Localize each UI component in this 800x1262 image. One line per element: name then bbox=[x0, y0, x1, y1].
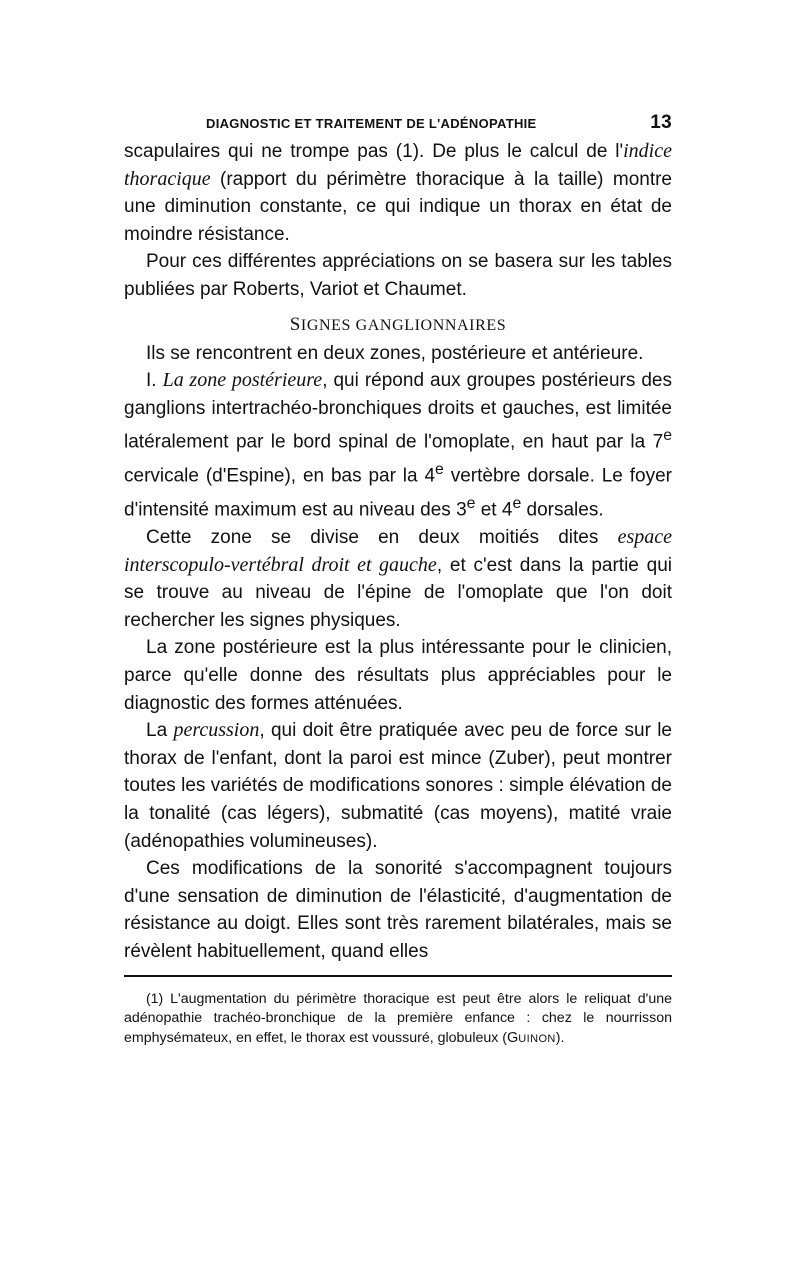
main-text bbox=[124, 138, 672, 966]
heading-rest: IGNES bbox=[300, 316, 352, 334]
text-run: La bbox=[146, 720, 174, 742]
paragraph-7 bbox=[124, 717, 672, 855]
text-run: I. bbox=[146, 370, 163, 392]
footnote bbox=[124, 989, 672, 1050]
text-run: et 4 bbox=[475, 499, 513, 521]
text-run: dorsales. bbox=[521, 499, 604, 521]
running-header bbox=[124, 112, 672, 138]
text-run: (rapport du périmètre thoracique à la taille) montre une diminution constante, ce qui indique un thorax en état de moindre résistance. bbox=[124, 168, 672, 245]
paragraph-3: Ils se rencontrent en deux zones, postérieure et antérieure. bbox=[146, 342, 644, 364]
paragraph-6: La zone postérieure est la plus intéressante pour le clinicien, parce qu'elle donne des résultats plus appréciables pour le diagnostic des formes atténuées. bbox=[124, 637, 672, 714]
section-heading bbox=[124, 311, 672, 339]
paragraph-8: Ces modifications de la sonorité s'accompagnent toujours d'une sensation de diminution de l'élasticité, d'augmentation de résistance au doigt. Elles sont très rarement bilatérales, mais se révèlent habituellement, quand elles bbox=[124, 858, 672, 963]
text-run: vertèbre dorsale. Le foyer d'intensité maximum est au niveau des 3 bbox=[124, 465, 672, 521]
page-number: 13 bbox=[650, 112, 672, 133]
italic-term: espace interscopulo-vertébral droit et gauche bbox=[124, 526, 672, 576]
italic-term: indice thoracique bbox=[124, 140, 672, 190]
text-run: Cette zone se divise en deux moitiés dites bbox=[146, 527, 618, 549]
text-run: scapulaires qui ne trompe pas (1). De plus le calcul de l' bbox=[124, 141, 624, 162]
footnote-text: L'augmentation du périmètre thoracique est peut être alors le reliquat d'une adénopathie trachéo-bronchique de la première enfance : chez le nourrisson emphysémateux, en effet, le thorax est voussuré, globuleux ( bbox=[124, 990, 672, 1046]
footnote-marker: (1) bbox=[146, 989, 164, 1006]
paragraph-1 bbox=[124, 138, 672, 248]
italic-term: percussion bbox=[173, 719, 260, 742]
heading-initial: S bbox=[289, 313, 301, 335]
text-run: , et c'est dans la partie qui se trouve au niveau de l'épine de l'omoplate que l'on doit rechercher les signes physiques. bbox=[124, 554, 672, 631]
text-run: , qui doit être pratiquée avec peu de force sur le thorax de l'enfant, dont la paroi est mince (Zuber), peut montrer toutes les variétés de modifications sonores : simple élévation de la tonalité (cas légers), submatité (cas moyens), matité vraie (adénopathies volumineuses). bbox=[124, 720, 672, 852]
paragraph-2: Pour ces différentes appréciations on se basera sur les tables publiées par Roberts, Variot et Chaumet. bbox=[124, 251, 672, 300]
paragraph-5 bbox=[124, 524, 672, 634]
ordinal-sup: e bbox=[466, 495, 476, 513]
book-page bbox=[124, 112, 672, 1049]
text-run: cervicale (d'Espine), en bas par la 4 bbox=[124, 465, 436, 487]
heading-second-word: GANGLIONNAIRES bbox=[355, 316, 507, 334]
text-run: , qui répond aux groupes postérieurs des ganglions intertrachéo-bronchiques droits et gauches, est limitée latéralement par le bord spinal de l'omoplate, en haut par la 7 bbox=[124, 370, 672, 453]
author-rest: UINON bbox=[518, 1032, 556, 1045]
ordinal-sup: e bbox=[512, 495, 522, 513]
paragraph-4 bbox=[124, 367, 672, 524]
footnote-end: ). bbox=[555, 1029, 565, 1046]
ordinal-sup: e bbox=[435, 461, 444, 479]
running-title: DIAGNOSTIC ET TRAITEMENT DE L'ADÉNOPATHIE bbox=[206, 116, 537, 131]
italic-term: La zone postérieure bbox=[162, 369, 323, 392]
ordinal-sup: e bbox=[663, 427, 672, 445]
footnote-divider bbox=[124, 975, 672, 977]
author-initial: G bbox=[507, 1029, 519, 1046]
